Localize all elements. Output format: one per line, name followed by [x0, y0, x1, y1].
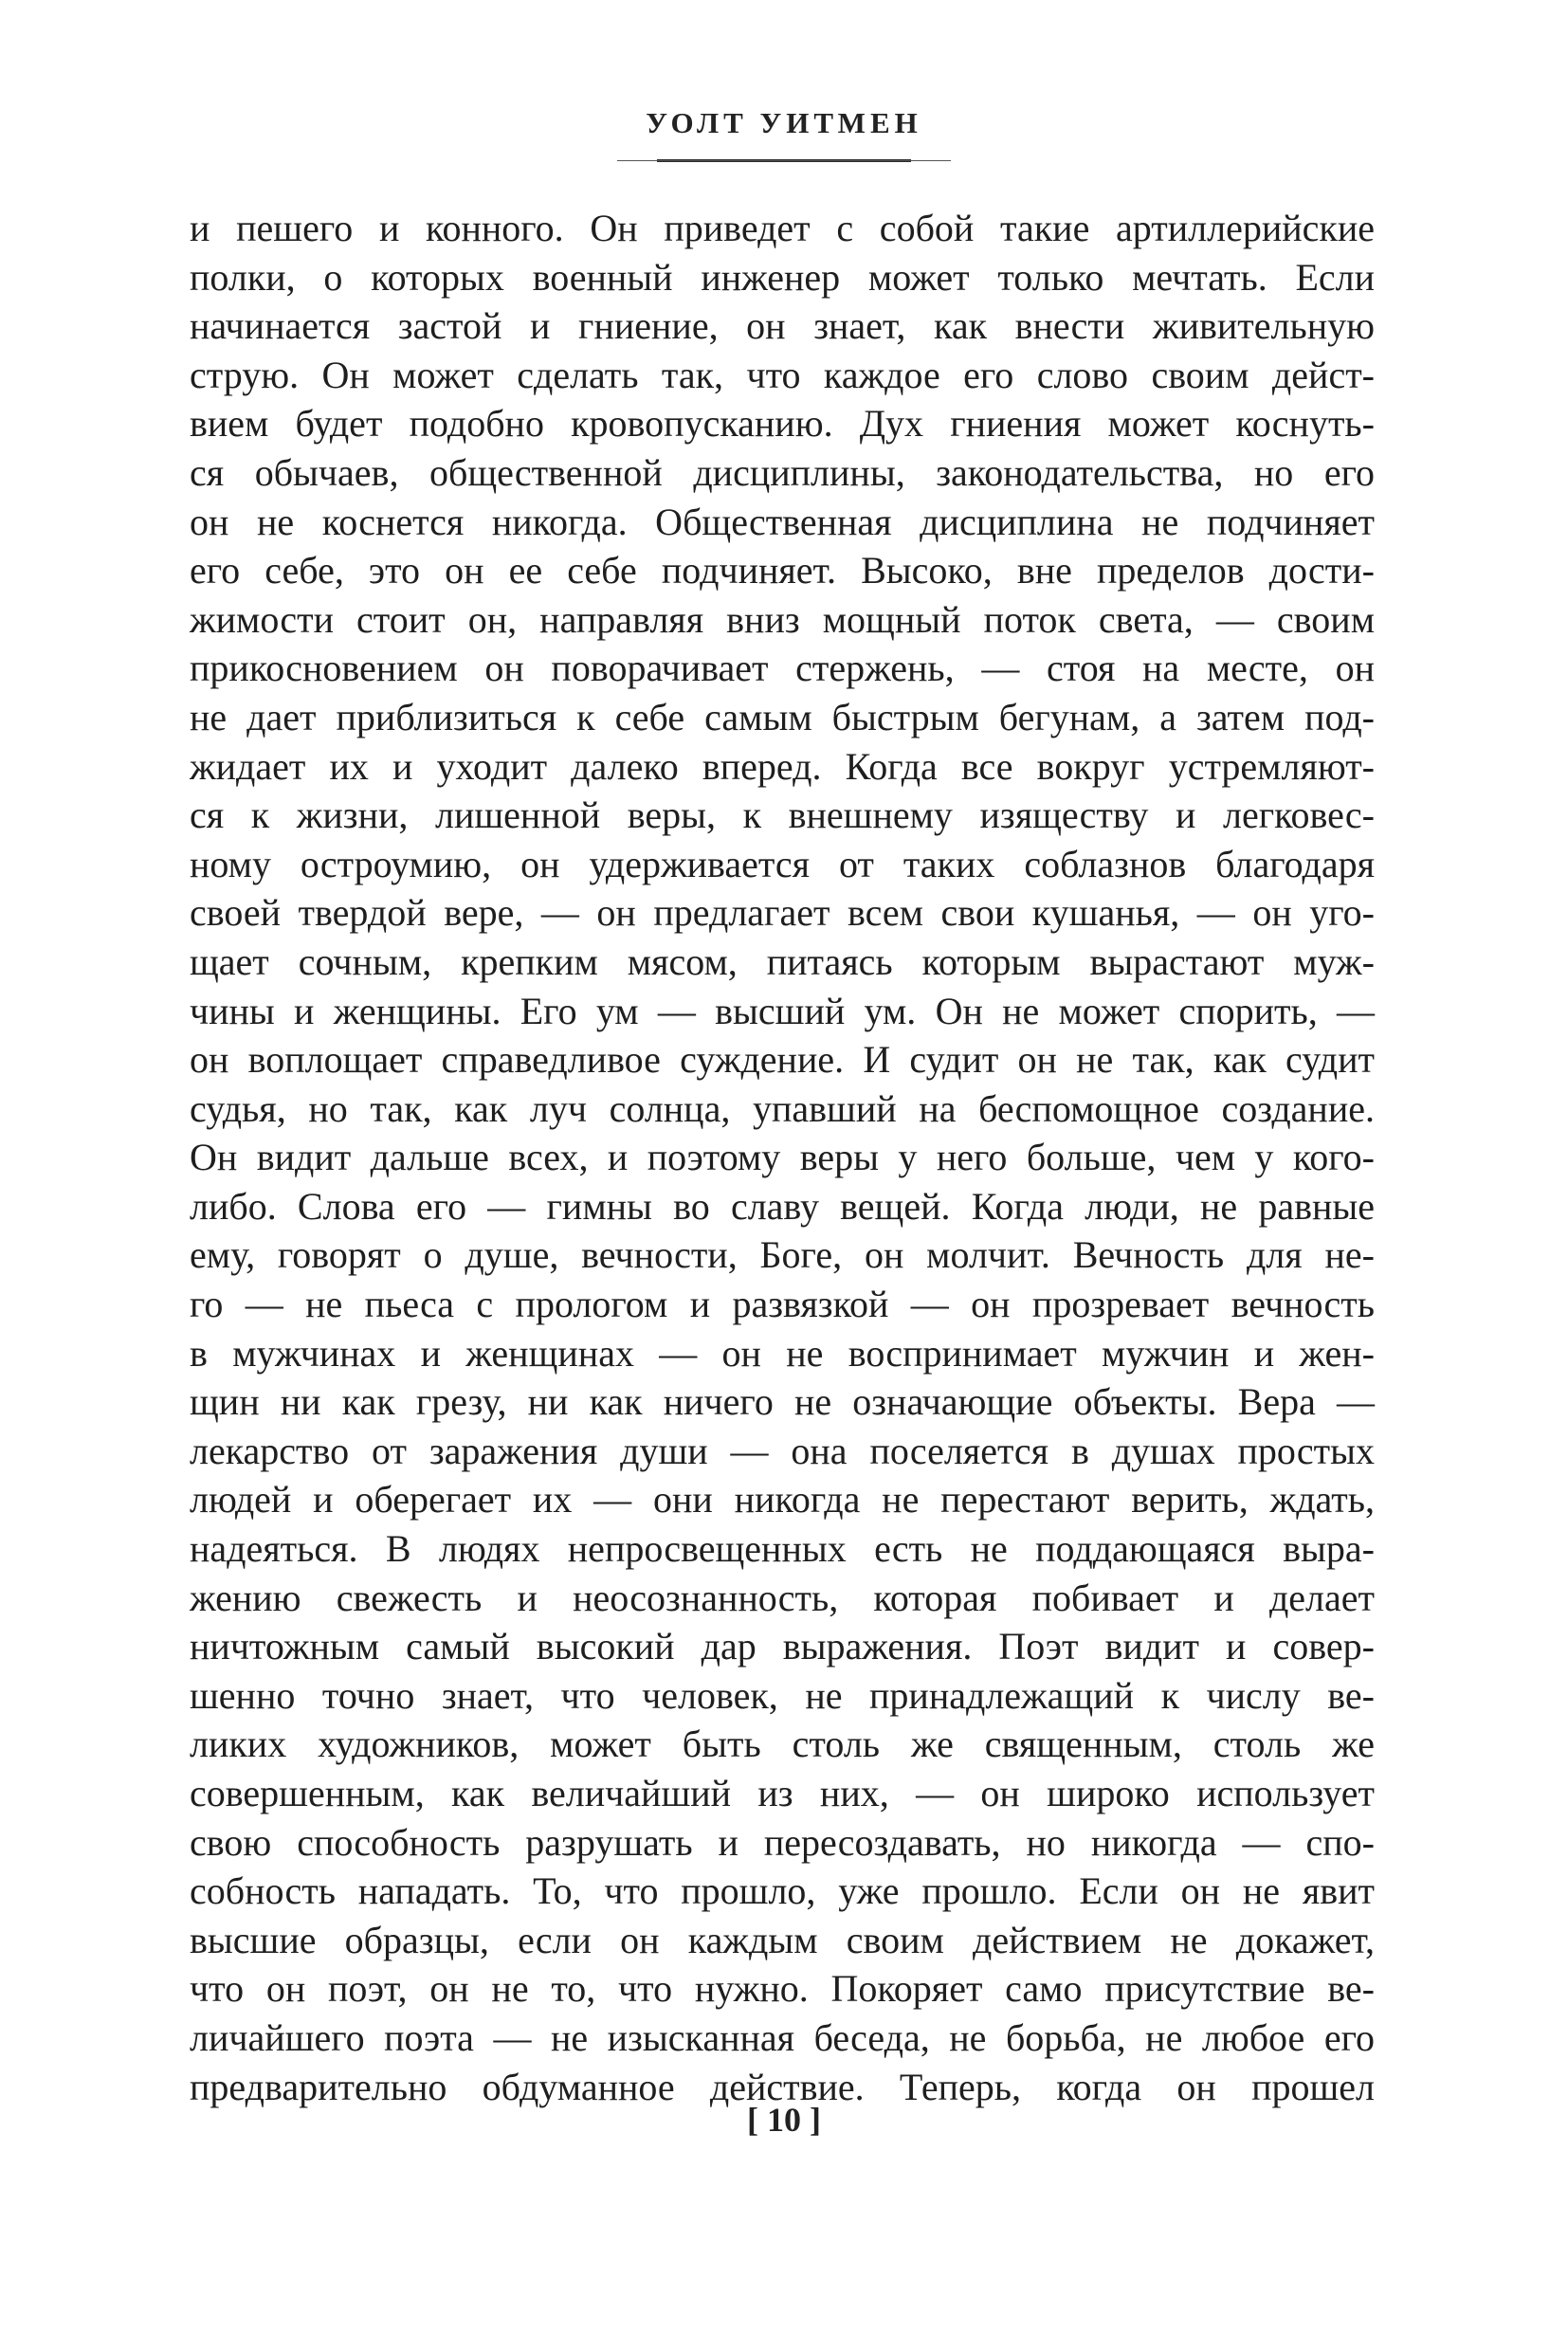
- text-line: совершенным, как величайший из них, — он широко использует: [190, 1772, 1375, 1814]
- text-line: что он поэт, он не то, что нужно. Покоряет само присутствие ве-: [190, 1967, 1375, 2011]
- text-line: личайшего поэта — не изысканная беседа, не борьба, не любое его: [190, 2015, 1375, 2059]
- text-line: прикосновением он поворачивает стержень, — стоя на месте, он: [190, 647, 1375, 690]
- text-line: собность нападать. То, что прошло, уже прошло. Если он не явит: [190, 1869, 1375, 1913]
- text-line: своей твердой вере, — он предлагает всем свои кушанья, — он уго-: [190, 891, 1375, 935]
- text-line: предварительно обдуманное действие. Теперь, когда он прошел: [190, 2065, 1375, 2108]
- text-line: и пешего и конного. Он приведет с собой такие артиллерийские: [190, 207, 1375, 249]
- text-line: начинается застой и гниение, он знает, как внести живительную: [190, 304, 1375, 348]
- text-line: не дает приблизиться к себе самым быстрым бегунам, а затем под-: [190, 695, 1375, 738]
- text-line: лекарство от заражения души — она поселяется в душах простых: [190, 1429, 1375, 1472]
- text-line: ся к жизни, лишенной веры, к внешнему изяществу и легковес-: [190, 793, 1375, 837]
- text-line: жению свежесть и неосознанность, которая побивает и делает: [190, 1576, 1375, 1619]
- text-line: он не коснется никогда. Общественная дисциплина не подчиняет: [190, 500, 1375, 543]
- text-line: в мужчинах и женщинах — он не воспринимает мужчин и жен-: [190, 1331, 1375, 1375]
- text-line: шенно точно знает, что человек, не принадлежащий к числу ве-: [190, 1673, 1375, 1717]
- page-number: [ 10 ]: [747, 2101, 821, 2139]
- text-line: ему, говорят о душе, вечности, Боге, он молчит. Вечность для не-: [190, 1233, 1375, 1277]
- text-line: жимости стоит он, направляя вниз мощный поток света, — своим: [190, 597, 1375, 641]
- text-line: щает сочным, крепким мясом, питаясь которым вырастают муж-: [190, 939, 1375, 983]
- text-line: вием будет подобно кровопусканию. Дух гниения может коснуть-: [190, 402, 1375, 446]
- body-text: [190, 204, 1375, 2111]
- text-line: ся обычаев, общественной дисциплины, законодательства, но его: [190, 450, 1375, 494]
- text-line: щин ни как грезу, ни как ничего не означающие объекты. Вера —: [190, 1380, 1375, 1424]
- text-line: ликих художников, может быть столь же священным, столь же: [190, 1722, 1375, 1766]
- text-line: высшие образцы, если он каждым своим действием не докажет,: [190, 1918, 1375, 1961]
- text-line: либо. Слова его — гимны во славу вещей. Когда люди, не равные: [190, 1184, 1375, 1228]
- text-line: судья, но так, как луч солнца, упавший на беспомощное создание.: [190, 1086, 1375, 1130]
- running-head-rule: [657, 159, 911, 162]
- text-line: чины и женщины. Его ум — высший ум. Он не может спорить, —: [190, 989, 1375, 1032]
- running-head: УОЛТ УИТМЕН: [646, 106, 922, 139]
- text-line: го — не пьеса с прологом и развязкой — он прозревает вечность: [190, 1283, 1375, 1326]
- text-line: он воплощает справедливое суждение. И судит он не так, как судит: [190, 1038, 1375, 1082]
- text-line: свою способность разрушать и пересоздавать, но никогда — спо-: [190, 1820, 1375, 1864]
- text-line: ному остроумию, он удерживается от таких соблазнов благодаря: [190, 842, 1375, 885]
- text-line: надеяться. В людях непросвещенных есть не поддающаяся выра-: [190, 1527, 1375, 1571]
- text-line: его себе, это он ее себе подчиняет. Высоко, вне пределов дости-: [190, 549, 1375, 592]
- text-line: жидает их и уходит далеко вперед. Когда все вокруг устремляют-: [190, 744, 1375, 788]
- text-line: Он видит дальше всех, и поэтому веры у него больше, чем у кого-: [190, 1136, 1375, 1179]
- text-line: людей и оберегает их — они никогда не перестают верить, ждать,: [190, 1478, 1375, 1522]
- text-line: струю. Он может сделать так, что каждое его слово своим дейст-: [190, 353, 1375, 396]
- text-line: полки, о которых военный инженер может только мечтать. Если: [190, 255, 1375, 299]
- text-line: ничтожным самый высокий дар выражения. Поэт видит и совер-: [190, 1625, 1375, 1668]
